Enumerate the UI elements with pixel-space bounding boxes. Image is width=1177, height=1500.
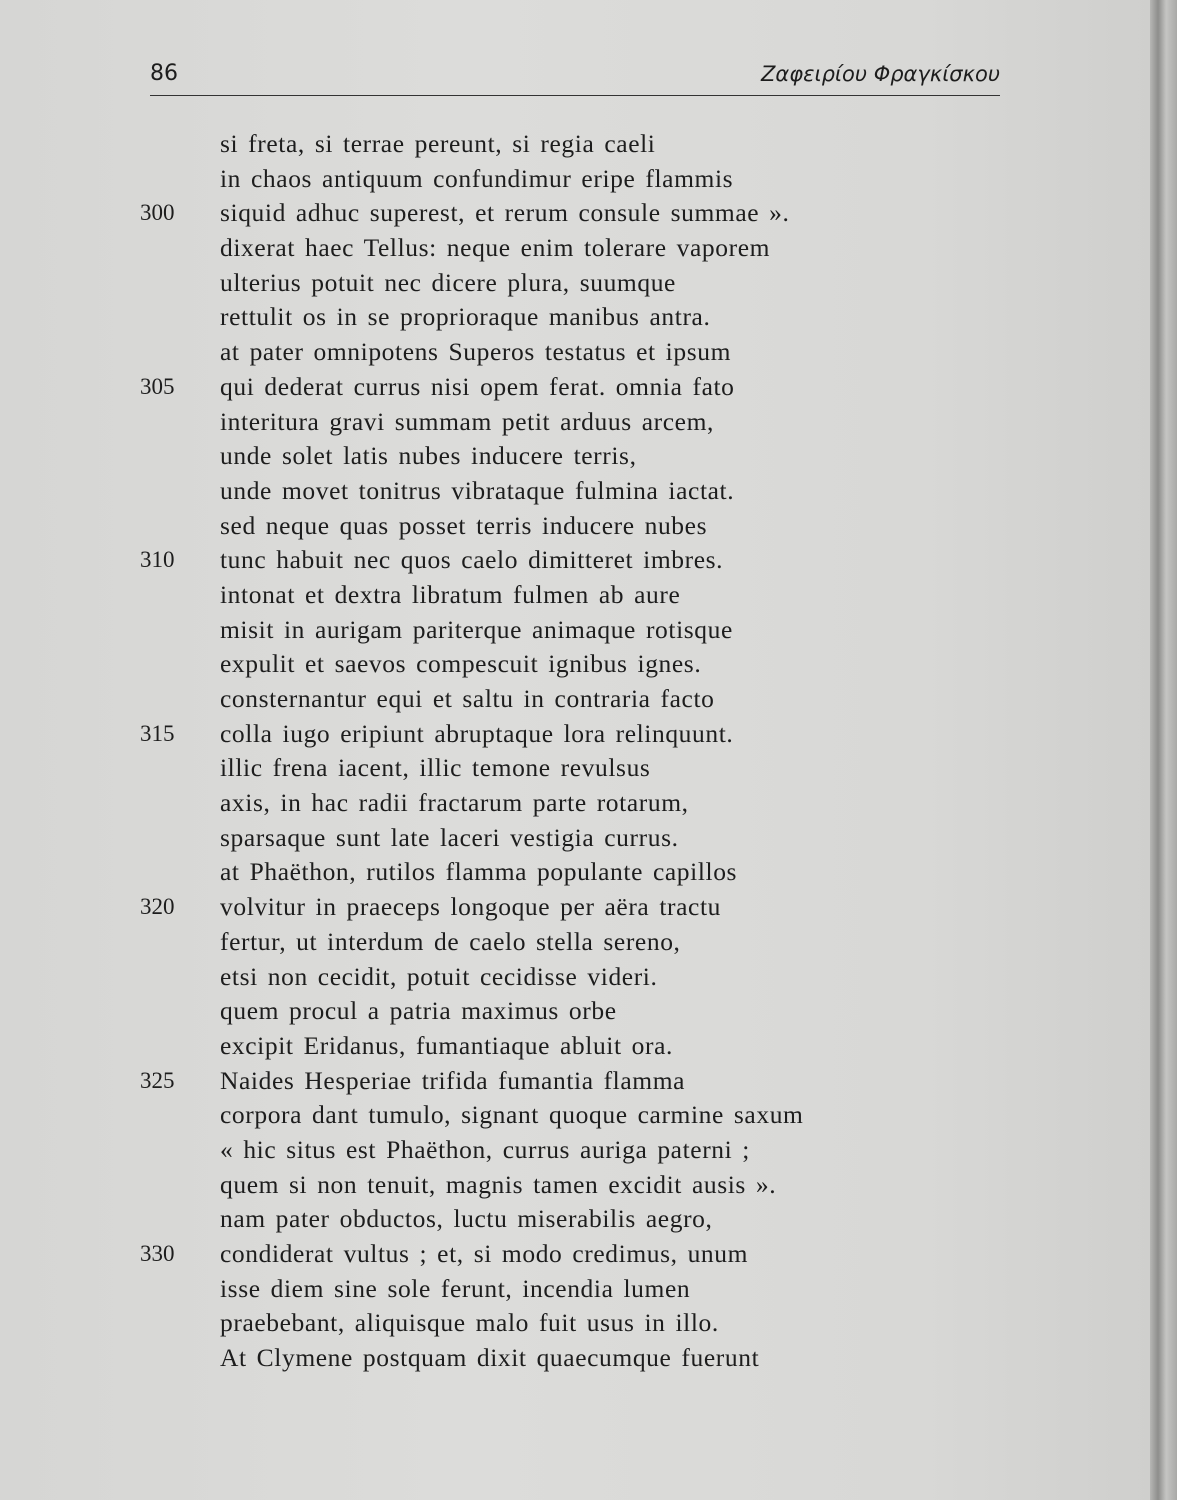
verse-line <box>140 786 960 821</box>
verse-text: dixerat haec Tellus: neque enim tolerare vaporem <box>220 233 771 263</box>
verse-text: At Clymene postquam dixit quaecumque fuerunt <box>220 1343 760 1373</box>
verse-line <box>140 960 960 995</box>
verse-line <box>140 162 960 197</box>
verse-text: illic frena iacent, illic temone revulsus <box>220 753 651 783</box>
verse-block <box>140 127 960 1376</box>
verse-line <box>140 1272 960 1307</box>
verse-line <box>140 1202 960 1237</box>
verse-line <box>140 751 960 786</box>
verse-text: qui dederat currus nisi opem ferat. omnia fato <box>220 371 735 401</box>
verse-line <box>140 647 960 682</box>
verse-text: isse diem sine sole ferunt, incendia lumen <box>220 1273 691 1303</box>
verse-text: siquid adhuc superest, et rerum consule summae ». <box>220 198 790 228</box>
page-number: 86 <box>150 61 178 86</box>
verse-text: quem procul a patria maximus orbe <box>220 996 617 1026</box>
header-rule <box>150 95 1000 96</box>
verse-line <box>140 127 960 162</box>
verse-text: si freta, si terrae pereunt, si regia caeli <box>220 129 656 158</box>
verse-line <box>140 1168 960 1203</box>
verse-line <box>140 439 960 474</box>
verse-line <box>140 266 960 301</box>
verse-line <box>140 1064 960 1099</box>
line-number: 310 <box>140 547 175 573</box>
verse-text: fertur, ut interdum de caelo stella sereno, <box>220 926 681 956</box>
verse-line <box>140 1133 960 1168</box>
verse-text: condiderat vultus ; et, si modo credimus, unum <box>220 1239 749 1268</box>
page-header <box>150 58 1000 90</box>
verse-text: colla iugo eripiunt abruptaque lora relinquunt. <box>220 718 734 748</box>
verse-text: interitura gravi summam petit arduus arcem, <box>220 406 714 436</box>
verse-line <box>140 682 960 717</box>
verse-text: quem si non tenuit, magnis tamen excidit ausis ». <box>220 1169 777 1199</box>
verse-line <box>140 855 960 890</box>
verse-text: at pater omnipotens Superos testatus et ipsum <box>220 337 732 367</box>
verse-text: consternantur equi et saltu in contraria facto <box>220 684 715 713</box>
verse-line <box>140 1029 960 1064</box>
verse-text: praebebant, aliquisque malo fuit usus in illo. <box>220 1308 719 1338</box>
verse-line <box>140 1341 960 1376</box>
verse-text: excipit Eridanus, fumantiaque abluit ora. <box>220 1030 673 1060</box>
verse-text: ulterius potuit nec dicere plura, suumque <box>220 267 676 297</box>
verse-text: nam pater obductos, luctu miserabilis aegro, <box>220 1204 713 1234</box>
verse-text: expulit et saevos compescuit ignibus ignes. <box>220 649 702 679</box>
verse-line <box>140 890 960 925</box>
verse-line <box>140 196 960 231</box>
verse-text: tunc habuit nec quos caelo dimitteret imbres. <box>220 545 724 575</box>
page-edge <box>1150 0 1177 1500</box>
verse-text: rettulit os in se proprioraque manibus antra. <box>220 302 711 332</box>
verse-text: volvitur in praeceps longoque per aëra tractu <box>220 892 721 922</box>
verse-text: misit in aurigam pariterque animaque rotisque <box>220 614 733 644</box>
line-number: 305 <box>140 373 175 399</box>
verse-text: unde movet tonitrus vibrataque fulmina iactat. <box>220 475 735 505</box>
verse-line <box>140 1098 960 1133</box>
verse-text: etsi non cecidit, potuit cecidisse videri. <box>220 961 658 991</box>
verse-line <box>140 821 960 856</box>
verse-text: axis, in hac radii fractarum parte rotarum, <box>220 788 689 818</box>
verse-line <box>140 543 960 578</box>
verse-line <box>140 578 960 613</box>
verse-line <box>140 474 960 509</box>
line-number: 315 <box>140 720 175 746</box>
verse-line <box>140 1306 960 1341</box>
verse-text: in chaos antiquum confundimur eripe flammis <box>220 163 734 193</box>
verse-line <box>140 925 960 960</box>
verse-line <box>140 300 960 335</box>
verse-text: sparsaque sunt late laceri vestigia currus. <box>220 822 679 852</box>
verse-line <box>140 335 960 370</box>
line-number: 320 <box>140 894 175 920</box>
verse-text: at Phaëthon, rutilos flamma populante capillos <box>220 857 738 887</box>
verse-text: unde solet latis nubes inducere terris, <box>220 441 637 471</box>
verse-line <box>140 231 960 266</box>
verse-line <box>140 1237 960 1272</box>
verse-text: sed neque quas posset terris inducere nubes <box>220 510 708 540</box>
line-number: 300 <box>140 200 175 226</box>
verse-line <box>140 509 960 544</box>
verse-text: « hic situs est Phaëthon, currus auriga paterni ; <box>220 1134 750 1164</box>
verse-text: Naides Hesperiae trifida fumantia flamma <box>220 1065 686 1095</box>
line-number: 325 <box>140 1067 175 1093</box>
verse-line <box>140 405 960 440</box>
verse-line <box>140 613 960 648</box>
verse-line <box>140 994 960 1029</box>
verse-text: intonat et dextra libratum fulmen ab aure <box>220 579 681 609</box>
verse-line <box>140 717 960 752</box>
verse-line <box>140 370 960 405</box>
verse-text: corpora dant tumulo, signant quoque carmine saxum <box>220 1100 804 1130</box>
running-head: Ζαφειρίου Φραγκίσκου <box>761 62 1000 86</box>
line-number: 330 <box>140 1241 175 1266</box>
